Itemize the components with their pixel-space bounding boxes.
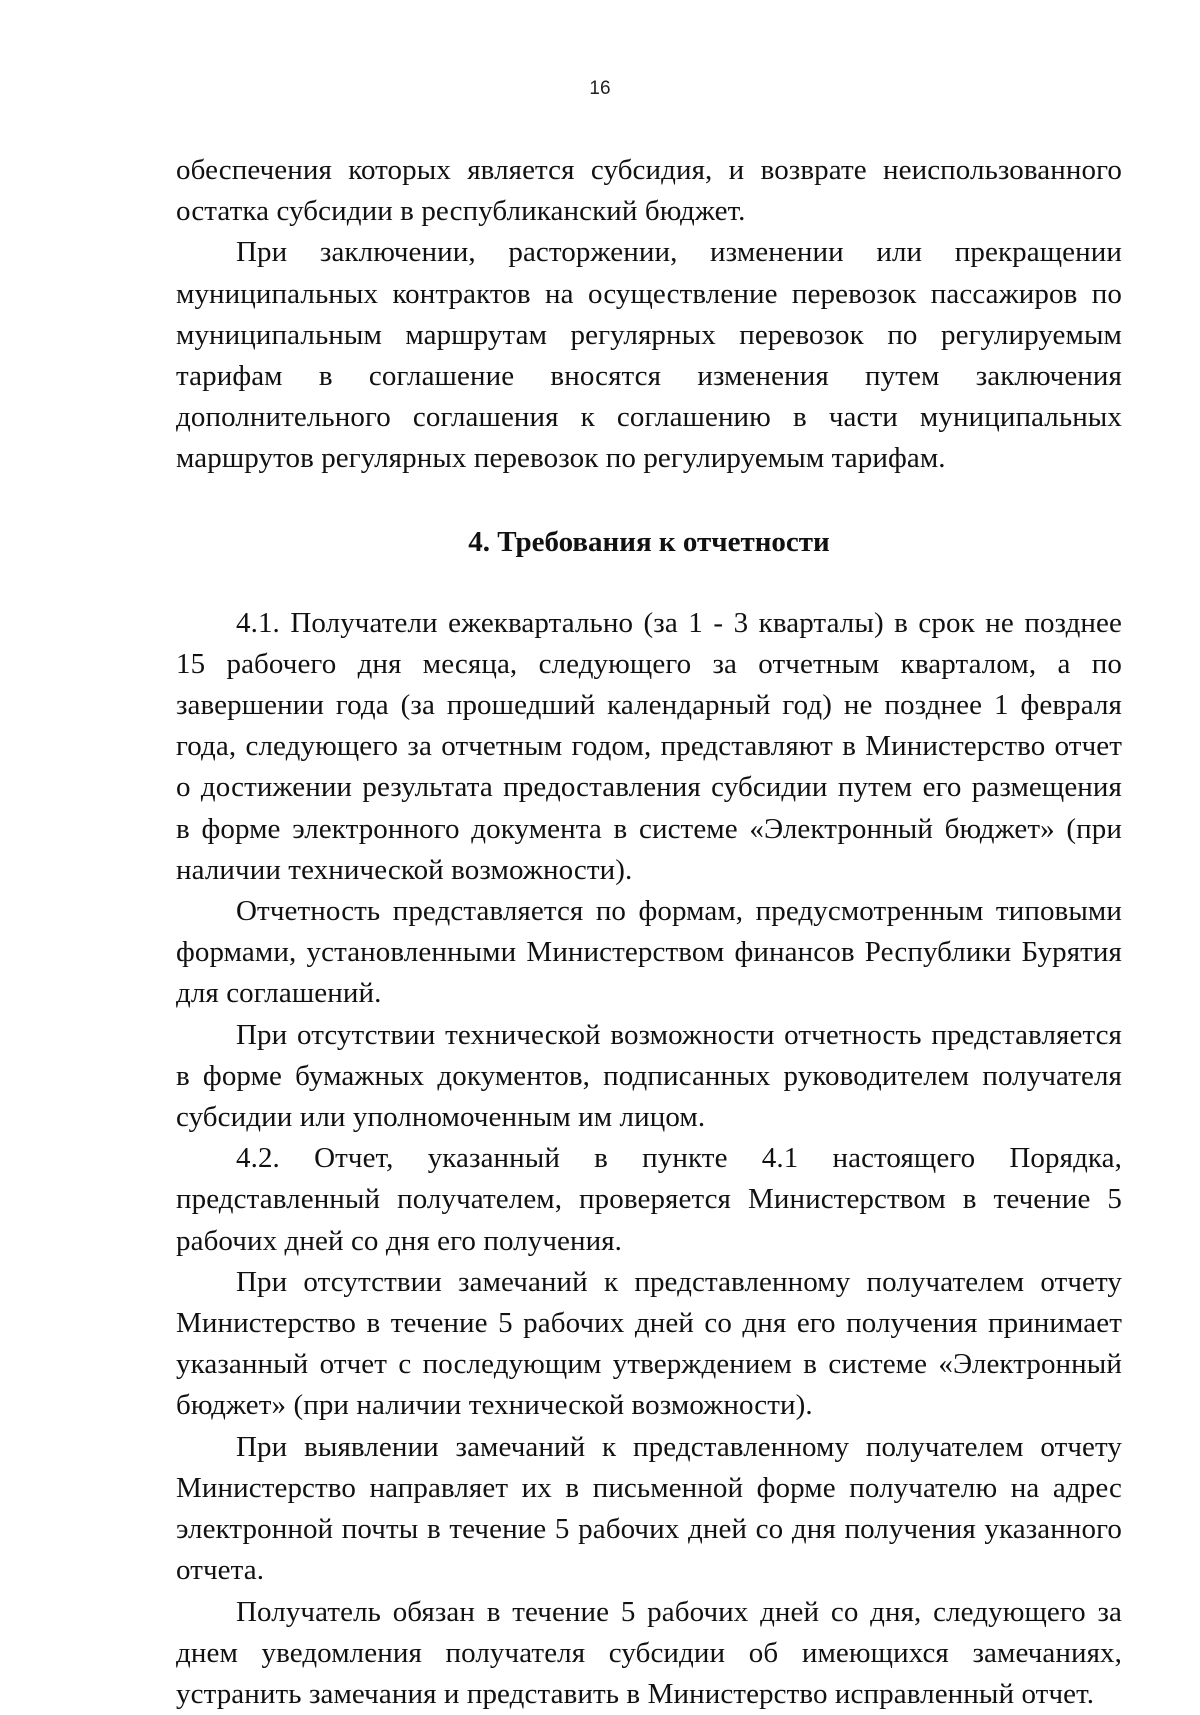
paragraph-4-2: 4.2. Отчет, указанный в пункте 4.1 настоящего Порядка, представленный получателем, проверяется Министерством в течение 5 рабочих дней со дня его получения. <box>176 1138 1122 1262</box>
paragraph-contract-changes: При заключении, расторжении, изменении или прекращении муниципальных контрактов на осуществление перевозок пассажиров по муниципальным маршрутам регулярных перевозок по регулируемым тарифам в соглашение вносятся изменения путем заключения дополнительного соглашения к соглашению в части муниципальных маршрутов регулярных перевозок по регулируемым тарифам. <box>176 232 1122 479</box>
paragraph-continuation: обеспечения которых является субсидия, и возврате неиспользованного остатка субсидии в республиканский бюджет. <box>176 150 1122 232</box>
paragraph-report-forms: Отчетность представляется по формам, предусмотренным типовыми формами, установленными Министерством финансов Республики Бурятия для соглашений. <box>176 891 1122 1015</box>
paragraph-4-1: 4.1. Получатели ежеквартально (за 1 - 3 кварталы) в срок не позднее 15 рабочего дня месяца, следующего за отчетным кварталом, а по завершении года (за прошедший календарный год) не позднее 1 февраля года, следующего за отчетным годом, представляют в Министерство отчет о достижении результата предоставления субсидии путем его размещения в форме электронного документа в системе «Электронный бюджет» (при наличии технической возможности). <box>176 603 1122 891</box>
paragraph-recipient-obligation: Получатель обязан в течение 5 рабочих дней со дня, следующего за днем уведомления получателя субсидии об имеющихся замечаниях, устранить замечания и представить в Министерство исправленный отчет. <box>176 1592 1122 1715</box>
paragraph-remarks-found: При выявлении замечаний к представленному получателем отчету Министерство направляет их в письменной форме получателю на адрес электронной почты в течение 5 рабочих дней со дня получения указанного отчета. <box>176 1427 1122 1592</box>
paragraph-paper-documents: При отсутствии технической возможности отчетность представляется в форме бумажных документов, подписанных руководителем получателя субсидии или уполномоченным им лицом. <box>176 1015 1122 1139</box>
page-number: 16 <box>0 78 1200 100</box>
paragraph-no-remarks: При отсутствии замечаний к представленному получателем отчету Министерство в течение 5 рабочих дней со дня его получения принимает указанный отчет с последующим утверждением в системе «Электронный бюджет» (при наличии технической возможности). <box>176 1262 1122 1427</box>
section-heading: 4. Требования к отчетности <box>176 522 1122 563</box>
document-body <box>176 150 1122 1715</box>
